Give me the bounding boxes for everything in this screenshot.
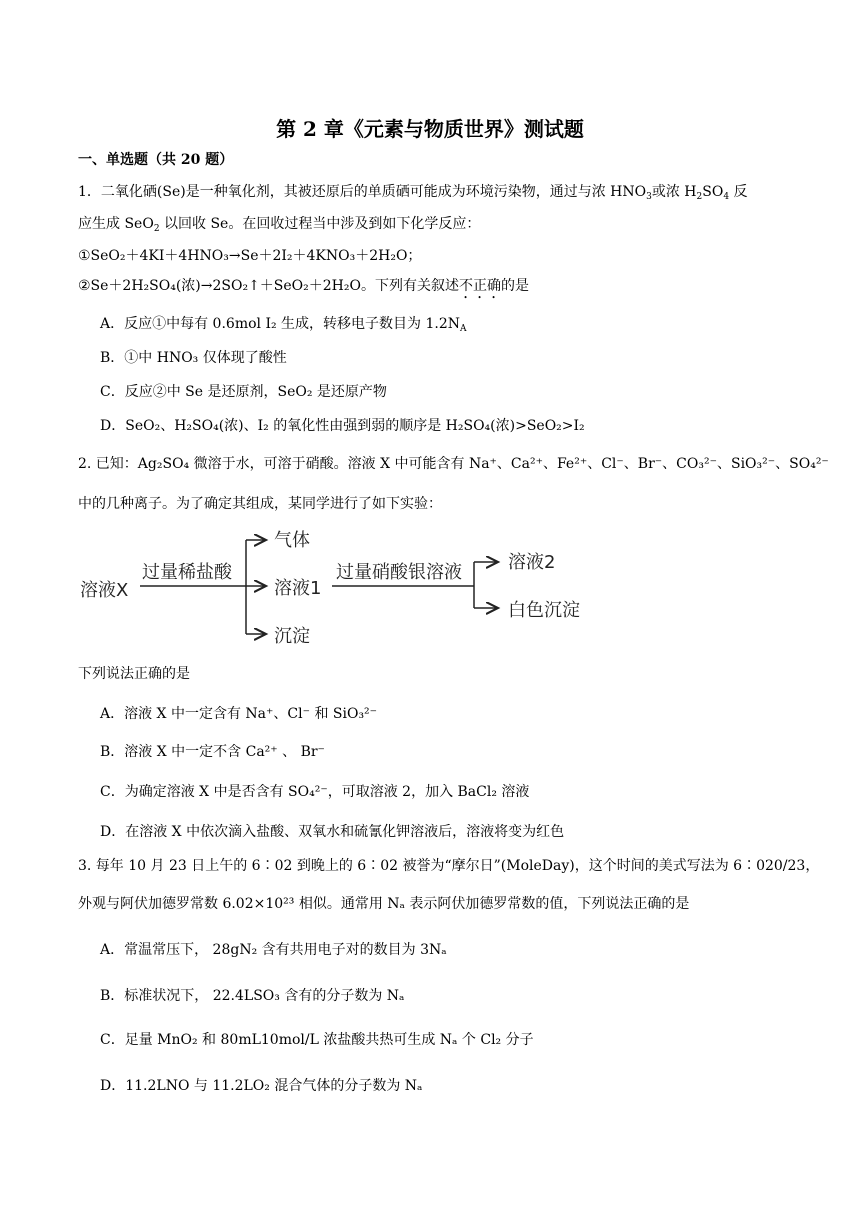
q3-line-2: 外观与阿伏加德罗常数 6.02×10²³ 相似。通常用 Nₐ 表示阿伏加德罗常数的值，下列说法正确的是 xyxy=(78,896,690,912)
q1-option-d: D．SeO₂、H₂SO₄(浓)、I₂ 的氧化性由强到弱的顺序是 H₂SO₄(浓)>SeO₂>I₂ xyxy=(100,418,585,434)
flow-step1-label: 过量稀盐酸 xyxy=(142,562,232,583)
q2-stem: 下列说法正确的是 xyxy=(78,666,190,682)
experiment-flowchart xyxy=(74,522,614,648)
q1-option-b: B．①中 HNO₃ 仅体现了酸性 xyxy=(100,350,287,366)
q1-option-c: C．反应②中 Se 是还原剂，SeO₂ 是还原产物 xyxy=(100,384,387,400)
flow-solution1-label: 溶液1 xyxy=(274,578,322,599)
q3-option-d: D．11.2LNO 与 11.2LO₂ 混合气体的分子数为 Nₐ xyxy=(100,1078,423,1094)
q1-line-2: 应生成 SeO$_2$ 以回收 Se。在回收过程当中涉及到如下化学反应： xyxy=(78,216,481,234)
q3-option-c: C．足量 MnO₂ 和 80mL10mol/L 浓盐酸共热可生成 Nₐ 个 Cl₂ 分子 xyxy=(100,1032,534,1048)
flow-step2-label: 过量硝酸银溶液 xyxy=(336,562,462,583)
q1-reaction-1: ①SeO₂＋4KI＋4HNO₃→Se＋2I₂＋4KNO₃＋2H₂O； xyxy=(78,248,422,264)
q2-line-1: 2. 已知：Ag₂SO₄ 微溶于水，可溶于硝酸。溶液 X 中可能含有 Na⁺、Ca²⁺、Fe²⁺、Cl⁻、Br⁻、CO₃²⁻、SiO₃²⁻、SO₄²⁻ xyxy=(78,456,829,472)
q2-option-a: A．溶液 X 中一定含有 Na⁺、Cl⁻ 和 SiO₃²⁻ xyxy=(100,706,378,722)
q2-option-d: D．在溶液 X 中依次滴入盐酸、双氧水和硫氰化钾溶液后，溶液将变为红色 xyxy=(100,824,565,840)
q3-option-a: A．常温常压下， 28gN₂ 含有共用电子对的数目为 3Nₐ xyxy=(100,942,447,958)
q2-option-b: B．溶液 X 中一定不含 Ca²⁺ 、 Br⁻ xyxy=(100,744,325,760)
q3-option-b: B．标准状况下， 22.4LSO₃ 含有的分子数为 Nₐ xyxy=(100,988,405,1004)
flow-precipitate-label: 沉淀 xyxy=(274,626,310,647)
q1-reaction-2: ②Se＋2H₂SO₄(浓)→2SO₂↑＋SeO₂＋2H₂O。下列有关叙述不正确的是 xyxy=(78,278,529,294)
q2-option-c: C．为确定溶液 X 中是否含有 SO₄²⁻，可取溶液 2，加入 BaCl₂ 溶液 xyxy=(100,784,530,800)
flow-white-precipitate-label: 白色沉淀 xyxy=(508,600,580,621)
page-title: 第 2 章《元素与物质世界》测试题 xyxy=(276,117,584,141)
q1-option-a: A．反应①中每有 0.6mol I₂ 生成，转移电子数目为 $1.2N_A$ xyxy=(100,316,467,334)
flow-start-label: 溶液X xyxy=(80,580,129,601)
q2-line-2: 中的几种离子。为了确定其组成，某同学进行了如下实验： xyxy=(78,496,442,512)
q3-line-1: 3. 每年 10 月 23 日上午的 6∶02 到晚上的 6∶02 被誉为“摩尔日”(MoleDay)，这个时间的美式写法为 6∶020/23， xyxy=(78,858,820,874)
flow-gas-label: 气体 xyxy=(274,530,310,551)
section-heading: 一、单选题（共 20 题） xyxy=(78,152,234,168)
q1-line-1: 1．二氧化硒(Se)是一种氧化剂，其被还原后的单质硒可能成为环境污染物，通过与浓 $HNO_3$或浓 $H_2SO_4$ 反 xyxy=(78,184,748,202)
emphasis-text: 不正确 xyxy=(458,278,501,294)
flow-solution2-label: 溶液2 xyxy=(508,552,556,573)
